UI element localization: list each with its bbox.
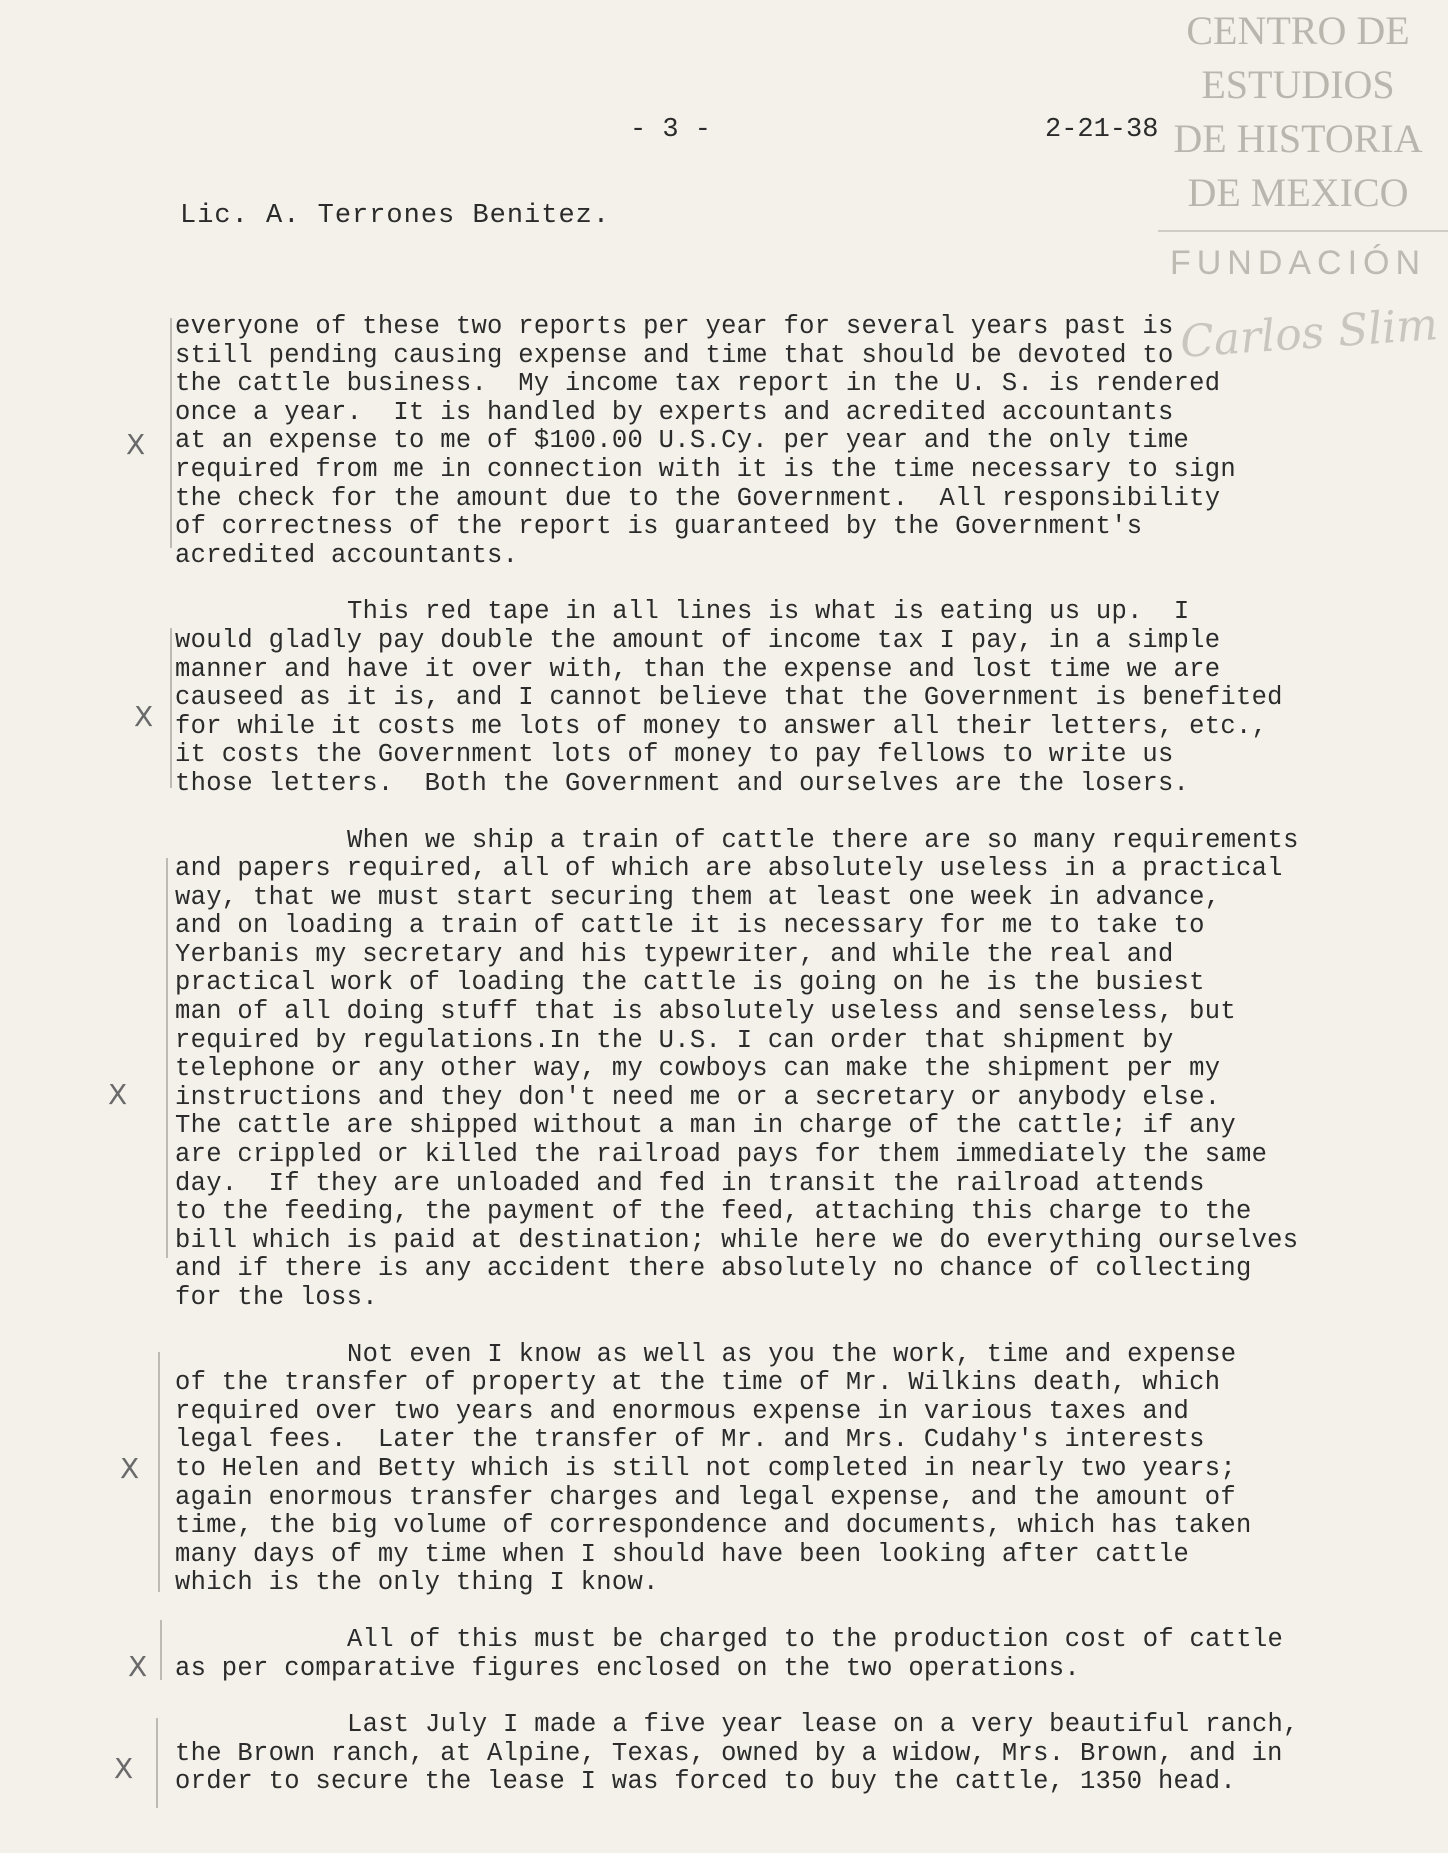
text-line: once a year. It is handled by experts and acredited accountants [175, 397, 1174, 427]
text-line: causeed as it is, and I cannot believe that the Government is benefited [175, 683, 1283, 713]
text-line: everyone of these two reports per year for several years past is [175, 312, 1174, 341]
text-line: required from me in connection with it is the time necessary to sign [175, 454, 1236, 484]
text-line: the Brown ranch, at Alpine, Texas, owned by a widow, Mrs. Brown, and in [175, 1738, 1283, 1768]
paragraph [175, 1626, 1415, 1683]
text-line: manner and have it over with, than the expense and lost time we are [175, 654, 1221, 684]
watermark-line: CENTRO DE [1186, 8, 1410, 53]
margin-x-mark: X [108, 1078, 128, 1111]
margin-line [170, 628, 172, 788]
text-line: again enormous transfer charges and legal expense, and the amount of [175, 1482, 1236, 1512]
watermark-line: DE MEXICO [1187, 170, 1409, 215]
text-line: bill which is paid at destination; while here we do everything ourselves [175, 1225, 1299, 1255]
text-line: man of all doing stuff that is absolutely useless and senseless, but [175, 997, 1236, 1027]
letter-date: 2-21-38 [1045, 115, 1159, 145]
page-number: - 3 - [630, 115, 712, 145]
margin-line [170, 318, 172, 548]
text-line: time, the big volume of correspondence and documents, which has taken [175, 1511, 1252, 1541]
margin-line [166, 858, 168, 1258]
text-line: the check for the amount due to the Government. All responsibility [175, 483, 1221, 513]
text-line: telephone or any other way, my cowboys can make the shipment per my [175, 1054, 1221, 1084]
paragraph [175, 598, 1415, 798]
text-line: The cattle are shipped without a man in charge of the cattle; if any [175, 1111, 1236, 1141]
text-line: required by regulations.In the U.S. I can order that shipment by [175, 1025, 1174, 1055]
text-line: Yerbanis my secretary and his typewriter, and while the real and [175, 939, 1174, 969]
watermark-line: DE HISTORIA [1173, 116, 1423, 161]
text-line: still pending causing expense and time that should be devoted to [175, 340, 1174, 370]
paragraph [175, 827, 1415, 1313]
text-line: are crippled or killed the railroad pays for them immediately the same [175, 1140, 1268, 1170]
text-line: This red tape in all lines is what is eating us up. I [347, 597, 1190, 627]
text-line: it costs the Government lots of money to pay fellows to write us [175, 740, 1174, 770]
paragraph [175, 1711, 1415, 1797]
text-line: practical work of loading the cattle is going on he is the busiest [175, 968, 1205, 998]
text-line: All of this must be charged to the production cost of cattle [347, 1624, 1284, 1654]
margin-line [160, 1620, 162, 1680]
margin-x-mark: X [114, 1752, 134, 1785]
text-line: many days of my time when I should have been looking after cattle [175, 1539, 1190, 1569]
paragraph-gap [175, 1313, 1415, 1341]
text-line: to Helen and Betty which is still not completed in nearly two years; [175, 1453, 1236, 1483]
watermark-signature: Carlos Slim [1178, 299, 1440, 368]
text-line: which is the only thing I know. [175, 1568, 659, 1598]
archive-watermark [1148, 4, 1448, 283]
margin-x-mark: X [134, 700, 154, 733]
paragraph-gap [175, 1683, 1415, 1711]
margin-line [156, 1718, 158, 1808]
text-line: order to secure the lease I was forced to buy the cattle, 1350 head. [175, 1767, 1236, 1797]
margin-x-mark: X [128, 1650, 148, 1683]
text-line: as per comparative figures enclosed on the two operations. [175, 1653, 1080, 1683]
paragraph [175, 1341, 1415, 1598]
margin-line [158, 1352, 160, 1592]
letter-body [175, 313, 1415, 1797]
text-line: those letters. Both the Government and ourselves are the losers. [175, 768, 1190, 798]
text-line: for the loss. [175, 1283, 378, 1312]
text-line: and if there is any accident there absolutely no chance of collecting [175, 1254, 1252, 1284]
text-line: instructions and they don't need me or a secretary or anybody else. [175, 1082, 1221, 1112]
watermark-divider [1158, 230, 1448, 232]
text-line: at an expense to me of $100.00 U.S.Cy. per year and the only time [175, 426, 1190, 456]
paragraph [175, 313, 1415, 570]
paragraph-gap [175, 799, 1415, 827]
text-line: required over two years and enormous expense in various taxes and [175, 1396, 1190, 1426]
text-line: day. If they are unloaded and fed in transit the railroad attends [175, 1168, 1205, 1198]
paragraph-gap [175, 570, 1415, 598]
watermark-line: ESTUDIOS [1201, 62, 1395, 107]
margin-x-mark: X [126, 428, 146, 461]
watermark-foundation: FUNDACIÓN [1169, 244, 1427, 282]
text-line: and papers required, all of which are absolutely useless in a practical [175, 854, 1283, 884]
text-line: to the feeding, the payment of the feed, attaching this charge to the [175, 1197, 1252, 1227]
text-line: for while it costs me lots of money to answer all their letters, etc., [175, 711, 1268, 741]
addressee: Lic. A. Terrones Benitez. [180, 201, 611, 231]
text-line: legal fees. Later the transfer of Mr. and Mrs. Cudahy's interests [175, 1425, 1205, 1455]
margin-x-mark: X [120, 1452, 140, 1485]
text-line: would gladly pay double the amount of income tax I pay, in a simple [175, 625, 1221, 655]
text-line: of the transfer of property at the time of Mr. Wilkins death, which [175, 1368, 1221, 1398]
text-line: When we ship a train of cattle there are so many requirements [347, 825, 1299, 855]
text-line: of correctness of the report is guaranteed by the Government's [175, 512, 1143, 542]
text-line: Last July I made a five year lease on a very beautiful ranch, [347, 1710, 1299, 1740]
text-line: way, that we must start securing them at least one week in advance, [175, 882, 1221, 912]
text-line: acredited accountants. [175, 540, 519, 570]
text-line: Not even I know as well as you the work, time and expense [347, 1339, 1237, 1369]
text-line: the cattle business. My income tax report in the U. S. is rendered [175, 369, 1221, 399]
text-line: and on loading a train of cattle it is necessary for me to take to [175, 911, 1205, 941]
paragraph-gap [175, 1598, 1415, 1626]
